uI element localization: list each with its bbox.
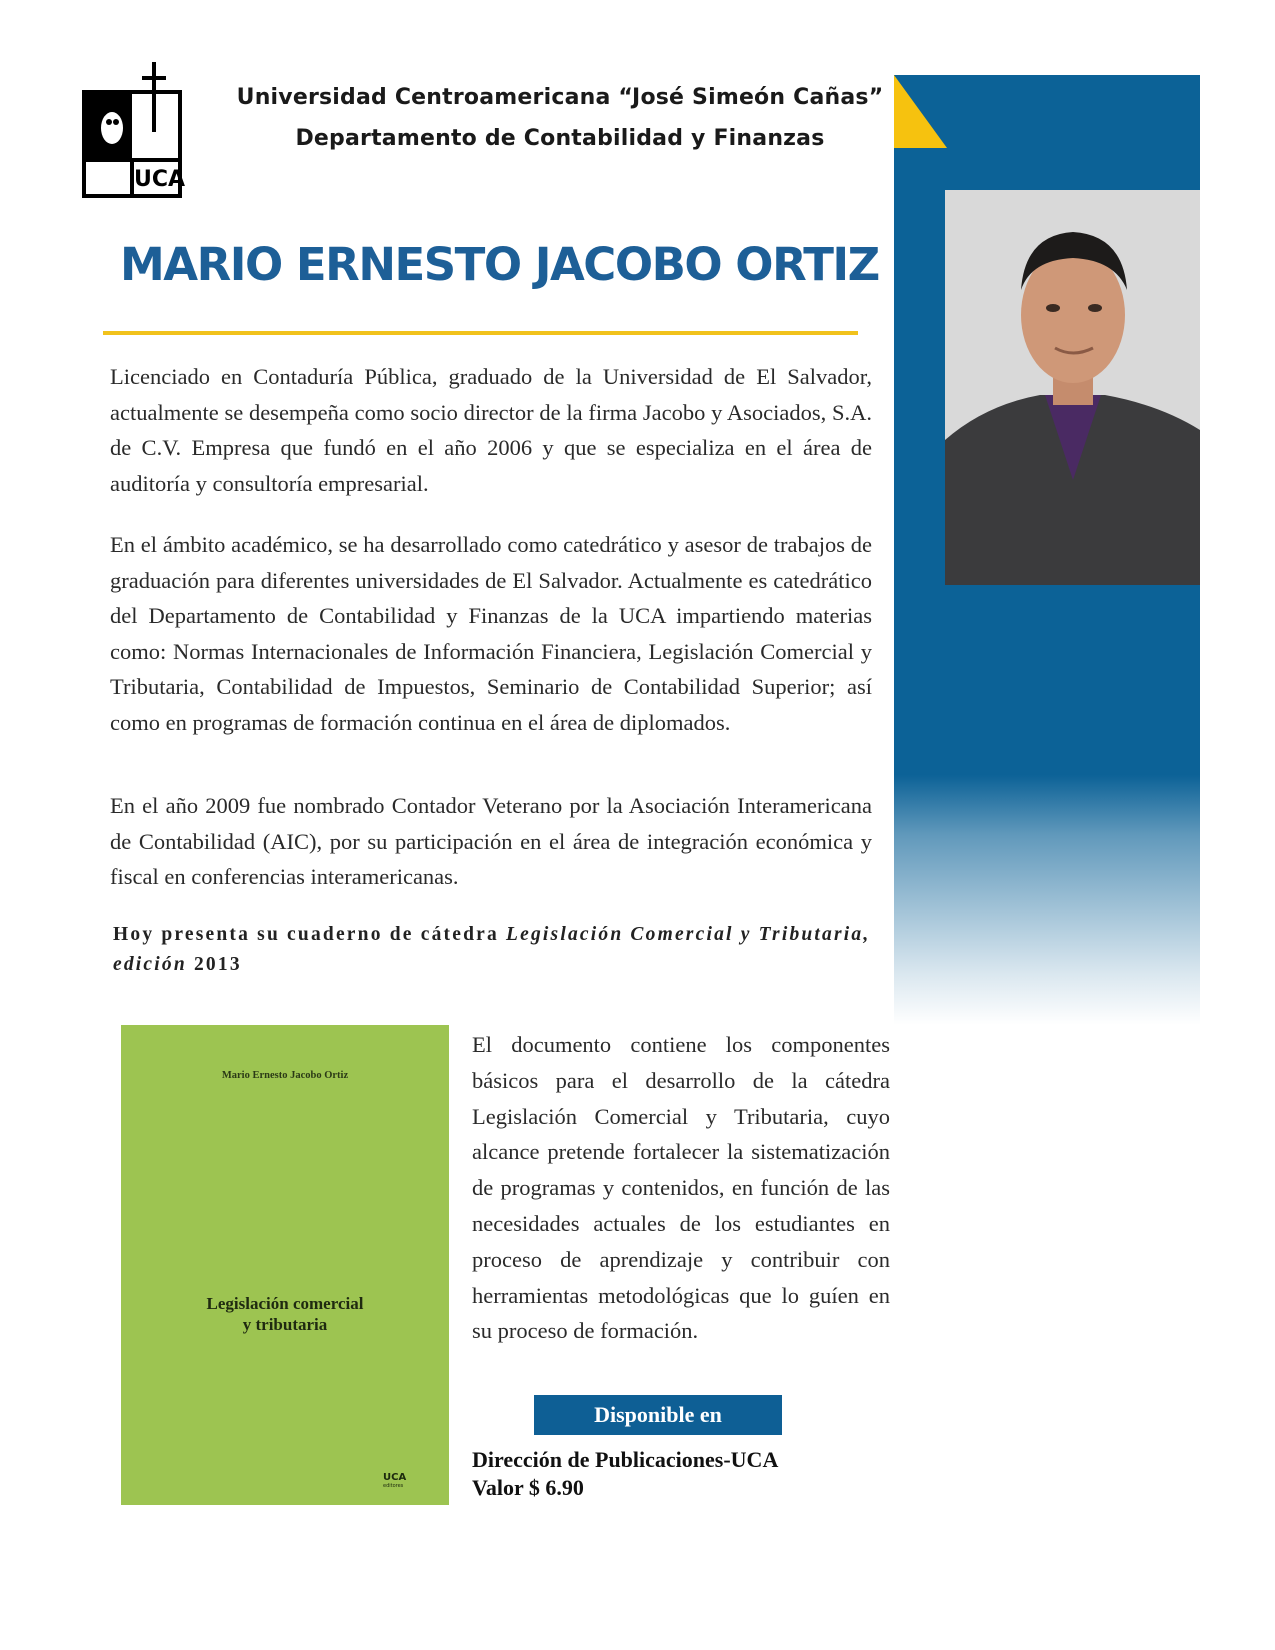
book-title-line-1: Legislación comercial	[206, 1294, 364, 1313]
uca-logo	[82, 60, 186, 200]
profile-photo	[945, 190, 1200, 585]
presents-book-title: Legislación Comercial y Tributaria, edición	[113, 924, 871, 975]
publisher-logo	[383, 1472, 406, 1489]
bio-paragraph-2: En el ámbito académico, se ha desarrollado como catedrático y asesor de trabajos de graduación para diferentes universidades de El Salvador. Actualmente es catedrático del Departamento de Contabilidad y Finanzas de la UCA impartiendo materias como: Normas Internacionales de Información Financiera, Legislación Comercial y Tributaria, Contabilidad de Impuestos, Seminario de Contabilidad Superior; así como en programas de formación continua en el área de diplomados.	[110, 532, 872, 735]
book-title	[121, 1293, 449, 1335]
presents-year: 2013	[186, 954, 242, 975]
person-name: MARIO ERNESTO JACOBO ORTIZ	[120, 238, 879, 291]
institution-name: Universidad Centroamericana “José Simeón Cañas”	[236, 85, 884, 110]
book-cover	[121, 1025, 449, 1505]
publisher-name: Dirección de Publicaciones-UCA	[472, 1447, 779, 1472]
publisher-logo-text: UCA	[383, 1472, 407, 1483]
book-title-line-2: y tributaria	[242, 1315, 328, 1334]
book-description: El documento contiene los componentes básicos para el desarrollo de la cátedra Legislación Comercial y Tributaria, cuyo alcance pretende fortalecer la sistematización de programas y contenidos, en función de las necesidades actuales de los estudiantes en proceso de aprendizaje y contribuir con herramientas metodológicas que lo guíen en su proceso de formación.	[472, 1032, 890, 1344]
available-at-banner: Disponible en	[534, 1395, 782, 1435]
bio-paragraph-3: En el año 2009 fue nombrado Contador Veterano por la Asociación Interamericana de Contabilidad (AIC), por su participación en el área de integración económica y fiscal en conferencias interamericanas.	[110, 793, 872, 890]
title-underline	[103, 331, 858, 335]
bio-paragraph-1: Licenciado en Contaduría Pública, graduado de la Universidad de El Salvador, actualmente se desempeña como socio director de la firma Jacobo y Asociados, S.A. de C.V. Empresa que fundó en el año 2006 y que se especializa en el área de auditoría y consultoría empresarial.	[110, 364, 872, 496]
department-name: Departamento de Contabilidad y Finanzas	[295, 126, 825, 151]
logo-text: UCA	[134, 167, 186, 192]
publisher-logo-sub: editores	[383, 1483, 404, 1489]
presents-prefix: Hoy presenta su cuaderno de cátedra	[113, 924, 506, 945]
book-price: Valor $ 6.90	[472, 1475, 584, 1500]
book-author: Mario Ernesto Jacobo Ortiz	[221, 1070, 349, 1081]
decorative-yellow-triangle	[894, 75, 947, 148]
presents-line	[113, 920, 873, 980]
